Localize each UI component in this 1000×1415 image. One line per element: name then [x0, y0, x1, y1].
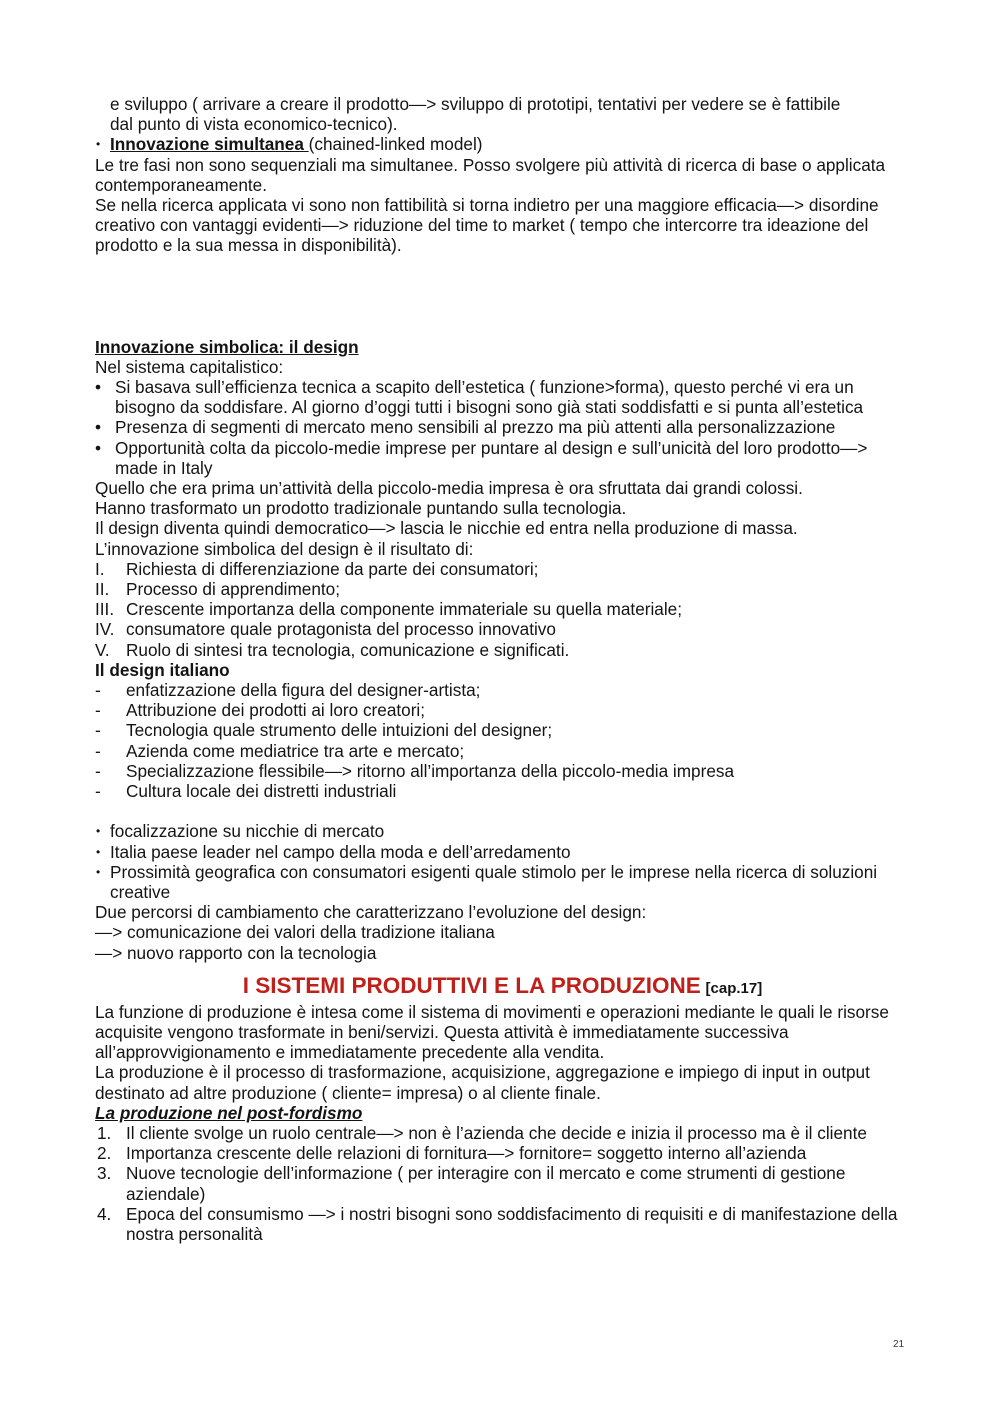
chapter-heading: [95, 973, 910, 1002]
page-number: 21: [893, 1339, 905, 1350]
list-item-text: Processo di apprendimento;: [126, 579, 341, 600]
document-page: [95, 94, 910, 1244]
section-title-italian-design: Il design italiano: [95, 659, 230, 680]
spacer: [95, 256, 910, 337]
chapter-reference: [cap.17]: [705, 979, 763, 997]
list-item: [95, 741, 910, 761]
list-item: [95, 1163, 910, 1203]
list-item-text: Nuove tecnologie dell’informazione ( per interagire con il mercato e come strumenti di gestione aziendale): [126, 1163, 846, 1204]
list-item: • Italia paese leader nel campo della moda e dell’arredamento: [95, 842, 910, 862]
list-item-text: Richiesta di differenziazione da parte dei consumatori;: [126, 558, 539, 579]
paragraph: —> nuovo rapporto con la tecnologia: [95, 942, 377, 963]
list-item: • Presenza di segmenti di mercato meno sensibili al prezzo ma più attenti alla personalizzazione: [95, 417, 910, 437]
list-item: [95, 781, 910, 801]
list-item-text: Crescente importanza della componente immateriale su quella materiale;: [126, 599, 683, 620]
list-item: [95, 700, 910, 720]
paragraph: Due percorsi di cambiamento che caratterizzano l’evoluzione del design:: [95, 902, 647, 923]
list-marker: V.: [95, 639, 110, 660]
list-marker: III.: [95, 599, 115, 620]
list-item-text: Il cliente svolge un ruolo centrale—> non è l’azienda che decide e inizia il processo ma è il cliente: [126, 1122, 867, 1143]
list-marker: II.: [95, 579, 110, 600]
chapter-heading-title: I SISTEMI PRODUTTIVI E LA PRODUZIONE: [242, 972, 701, 998]
simultaneous-innovation-title: Innovazione simultanea: [110, 134, 309, 155]
paragraph: Le tre fasi non sono sequenziali ma simultanee. Posso svolgere più attività di ricerca di base o applicata contemporaneamente.: [95, 154, 886, 195]
paragraph: Quello che era prima un’attività della piccolo-media impresa è ora sfruttata dai grandi colossi.: [95, 478, 803, 499]
list-marker: 1.: [97, 1122, 112, 1143]
list-item-text: Tecnologia quale strumento delle intuizioni del designer;: [126, 720, 553, 741]
list-item-text: Importanza crescente delle relazioni di fornitura—> fornitore= soggetto interno all’azienda: [126, 1143, 807, 1164]
dash-marker: -: [95, 760, 101, 781]
continuation-line: e sviluppo ( arrivare a creare il prodotto—> sviluppo di prototipi, tentativi per vedere se è fattibile: [110, 94, 841, 114]
paragraph: Nel sistema capitalistico:: [95, 356, 284, 377]
bullet-simultaneous-innovation: [95, 134, 910, 154]
subsection-title-post-fordism: La produzione nel post-fordismo: [95, 1102, 363, 1123]
bullet-icon: •: [96, 137, 101, 152]
paragraph: —> comunicazione dei valori della tradizione italiana: [95, 922, 495, 943]
list-item: [95, 559, 910, 579]
list-item: • focalizzazione su nicchie di mercato: [95, 821, 910, 841]
dash-marker: -: [95, 720, 101, 741]
list-item: [95, 761, 910, 781]
list-item-text: enfatizzazione della figura del designer-artista;: [126, 680, 481, 701]
dash-list: [95, 680, 910, 801]
list-item-text: Cultura locale dei distretti industriali: [126, 781, 397, 802]
list-item: • Opportunità colta da piccolo-medie imprese per puntare al design e sull’unicità del loro prodotto—> made in Italy: [95, 438, 910, 478]
list-marker: I.: [95, 558, 105, 579]
list-item: [95, 1143, 910, 1163]
list-marker: 2.: [97, 1143, 112, 1164]
bullet-list: [95, 821, 910, 902]
list-item: [95, 1204, 910, 1244]
list-item-text: Azienda come mediatrice tra arte e mercato;: [126, 740, 465, 761]
list-item-text: Attribuzione dei prodotti ai loro creatori;: [126, 700, 426, 721]
list-item: [95, 599, 910, 619]
list-item: [95, 619, 910, 639]
paragraph: Se nella ricerca applicata vi sono non fattibilità si torna indietro per una maggiore efficacia—> disordine creativo con vantaggi evidenti—> riduzione del time to market ( tempo che intercorre tra ideazione del prodotto e la sua messa in disponibilità).: [95, 195, 879, 256]
list-item: • Prossimità geografica con consumatori esigenti quale stimolo per le imprese nella ricerca di soluzioni creative: [95, 862, 910, 902]
bullet-list: [95, 377, 910, 478]
spacer: [95, 801, 910, 821]
list-item: [95, 680, 910, 700]
list-item-text: Specializzazione flessibile—> ritorno all’importanza della piccolo-media impresa: [126, 760, 735, 781]
list-item-text: Epoca del consumismo —> i nostri bisogni sono soddisfacimento di requisiti e di manifestazione della nostra personalità: [126, 1203, 898, 1244]
paragraph: La produzione è il processo di trasformazione, acquisizione, aggregazione e impiego di input in output destinato ad altre produzione ( cliente= impresa) o al cliente finale.: [95, 1062, 870, 1103]
paragraph: Hanno trasformato un prodotto tradizionale puntando sulla tecnologia.: [95, 498, 627, 519]
dash-marker: -: [95, 700, 101, 721]
list-marker: IV.: [95, 619, 115, 640]
list-item: [95, 720, 910, 740]
paragraph: L’innovazione simbolica del design è il risultato di:: [95, 538, 474, 559]
list-item: [95, 579, 910, 599]
list-item-text: consumatore quale protagonista del processo innovativo: [126, 619, 556, 640]
list-item: [95, 640, 910, 660]
list-item: [95, 1123, 910, 1143]
paragraph: Il design diventa quindi democratico—> lascia le nicchie ed entra nella produzione di massa.: [95, 518, 798, 539]
dash-marker: -: [95, 680, 101, 701]
list-marker: 4.: [97, 1203, 112, 1224]
paragraph: La funzione di produzione è intesa come il sistema di movimenti e operazioni mediante le quali le risorse acquisite vengono trasformate in beni/servizi. Questa attività è immediatamente successiva all’approvvigionamento e immediatamente precedente alla vendita.: [95, 1001, 889, 1063]
list-item: • Si basava sull’efficienza tecnica a scapito dell’estetica ( funzione>forma), questo perché vi era un bisogno da soddisfare. Al giorno d’oggi tutti i bisogni sono già stati soddisfatti e si punta all’estetica: [95, 377, 910, 417]
roman-list: [95, 559, 910, 660]
continuation-line: dal punto di vista economico-tecnico).: [110, 114, 398, 135]
dash-marker: -: [95, 740, 101, 761]
dash-marker: -: [95, 781, 101, 802]
simultaneous-innovation-note: (chained-linked model): [308, 134, 483, 155]
list-item-text: Ruolo di sintesi tra tecnologia, comunicazione e significati.: [126, 639, 570, 660]
list-marker: 3.: [97, 1163, 112, 1184]
numbered-list: [95, 1123, 910, 1244]
section-title-symbolic-innovation: Innovazione simbolica: il design: [95, 336, 359, 357]
